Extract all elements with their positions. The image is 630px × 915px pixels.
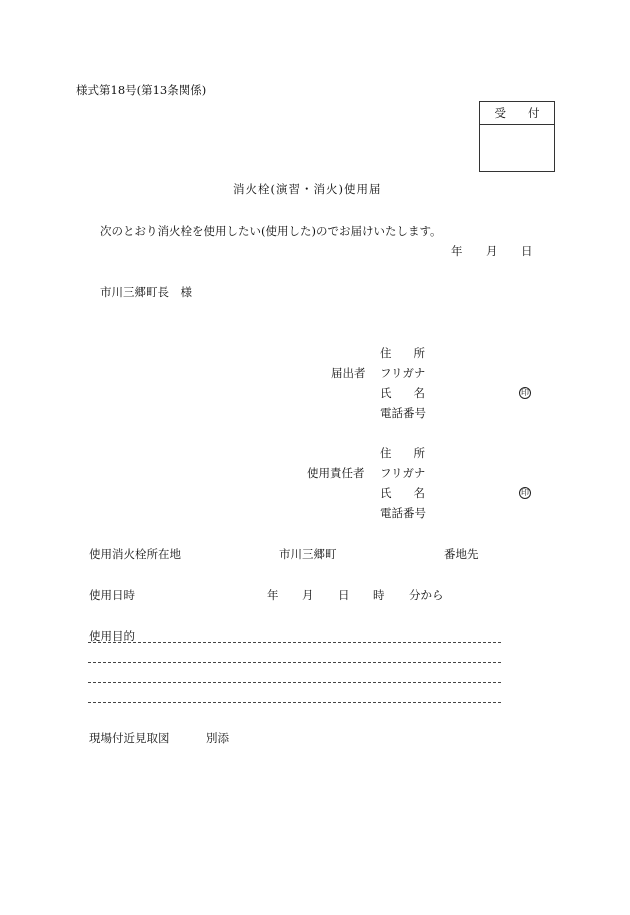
date-year-label: 年 — [451, 244, 463, 258]
datetime-hour: 時 — [373, 588, 385, 602]
responsible-seal-mark: 印 — [521, 488, 529, 497]
purpose-label: 使用目的 — [89, 629, 135, 643]
applicant-role: 届出者 — [331, 366, 366, 380]
purpose-line-4 — [88, 702, 501, 703]
purpose-line-1 — [88, 642, 501, 643]
receipt-box — [479, 101, 555, 172]
applicant-seal-mark: 印 — [521, 388, 529, 397]
location-label: 使用消火栓所在地 — [89, 547, 181, 561]
form-number: 様式第18号(第13条関係) — [76, 83, 207, 97]
receipt-label-left: 受 — [494, 106, 506, 120]
responsible-phone-label: 電話番号 — [380, 506, 426, 520]
receipt-header — [480, 102, 554, 125]
datetime-label: 使用日時 — [89, 588, 135, 602]
applicant-phone-label: 電話番号 — [380, 406, 426, 420]
responsible-role: 使用責任者 — [307, 466, 365, 480]
location-town: 市川三郷町 — [279, 547, 337, 561]
location-suffix: 番地先 — [444, 547, 479, 561]
addressee: 市川三郷町長 様 — [100, 285, 192, 299]
datetime-month: 月 — [302, 588, 314, 602]
form-title: 消火栓(演習・消火)使用届 — [233, 182, 382, 196]
date-month-label: 月 — [486, 244, 498, 258]
responsible-address-label: 住 所 — [380, 446, 425, 460]
applicant-furigana-label: フリガナ — [380, 366, 426, 380]
datetime-year: 年 — [267, 588, 279, 602]
attachment-label: 現場付近見取図 — [89, 731, 170, 745]
applicant-name-label: 氏 名 — [380, 386, 425, 400]
purpose-line-2 — [88, 662, 501, 663]
responsible-furigana-label: フリガナ — [380, 466, 426, 480]
applicant-address-label: 住 所 — [380, 346, 425, 360]
attachment-value: 別添 — [206, 731, 229, 745]
intro-text: 次のとおり消火栓を使用したい(使用した)のでお届けいたします。 — [100, 224, 442, 238]
receipt-label-right: 付 — [528, 106, 540, 120]
purpose-line-3 — [88, 682, 501, 683]
datetime-minute: 分から — [409, 588, 444, 602]
date-day-label: 日 — [521, 244, 533, 258]
datetime-day: 日 — [338, 588, 350, 602]
responsible-name-label: 氏 名 — [380, 486, 425, 500]
